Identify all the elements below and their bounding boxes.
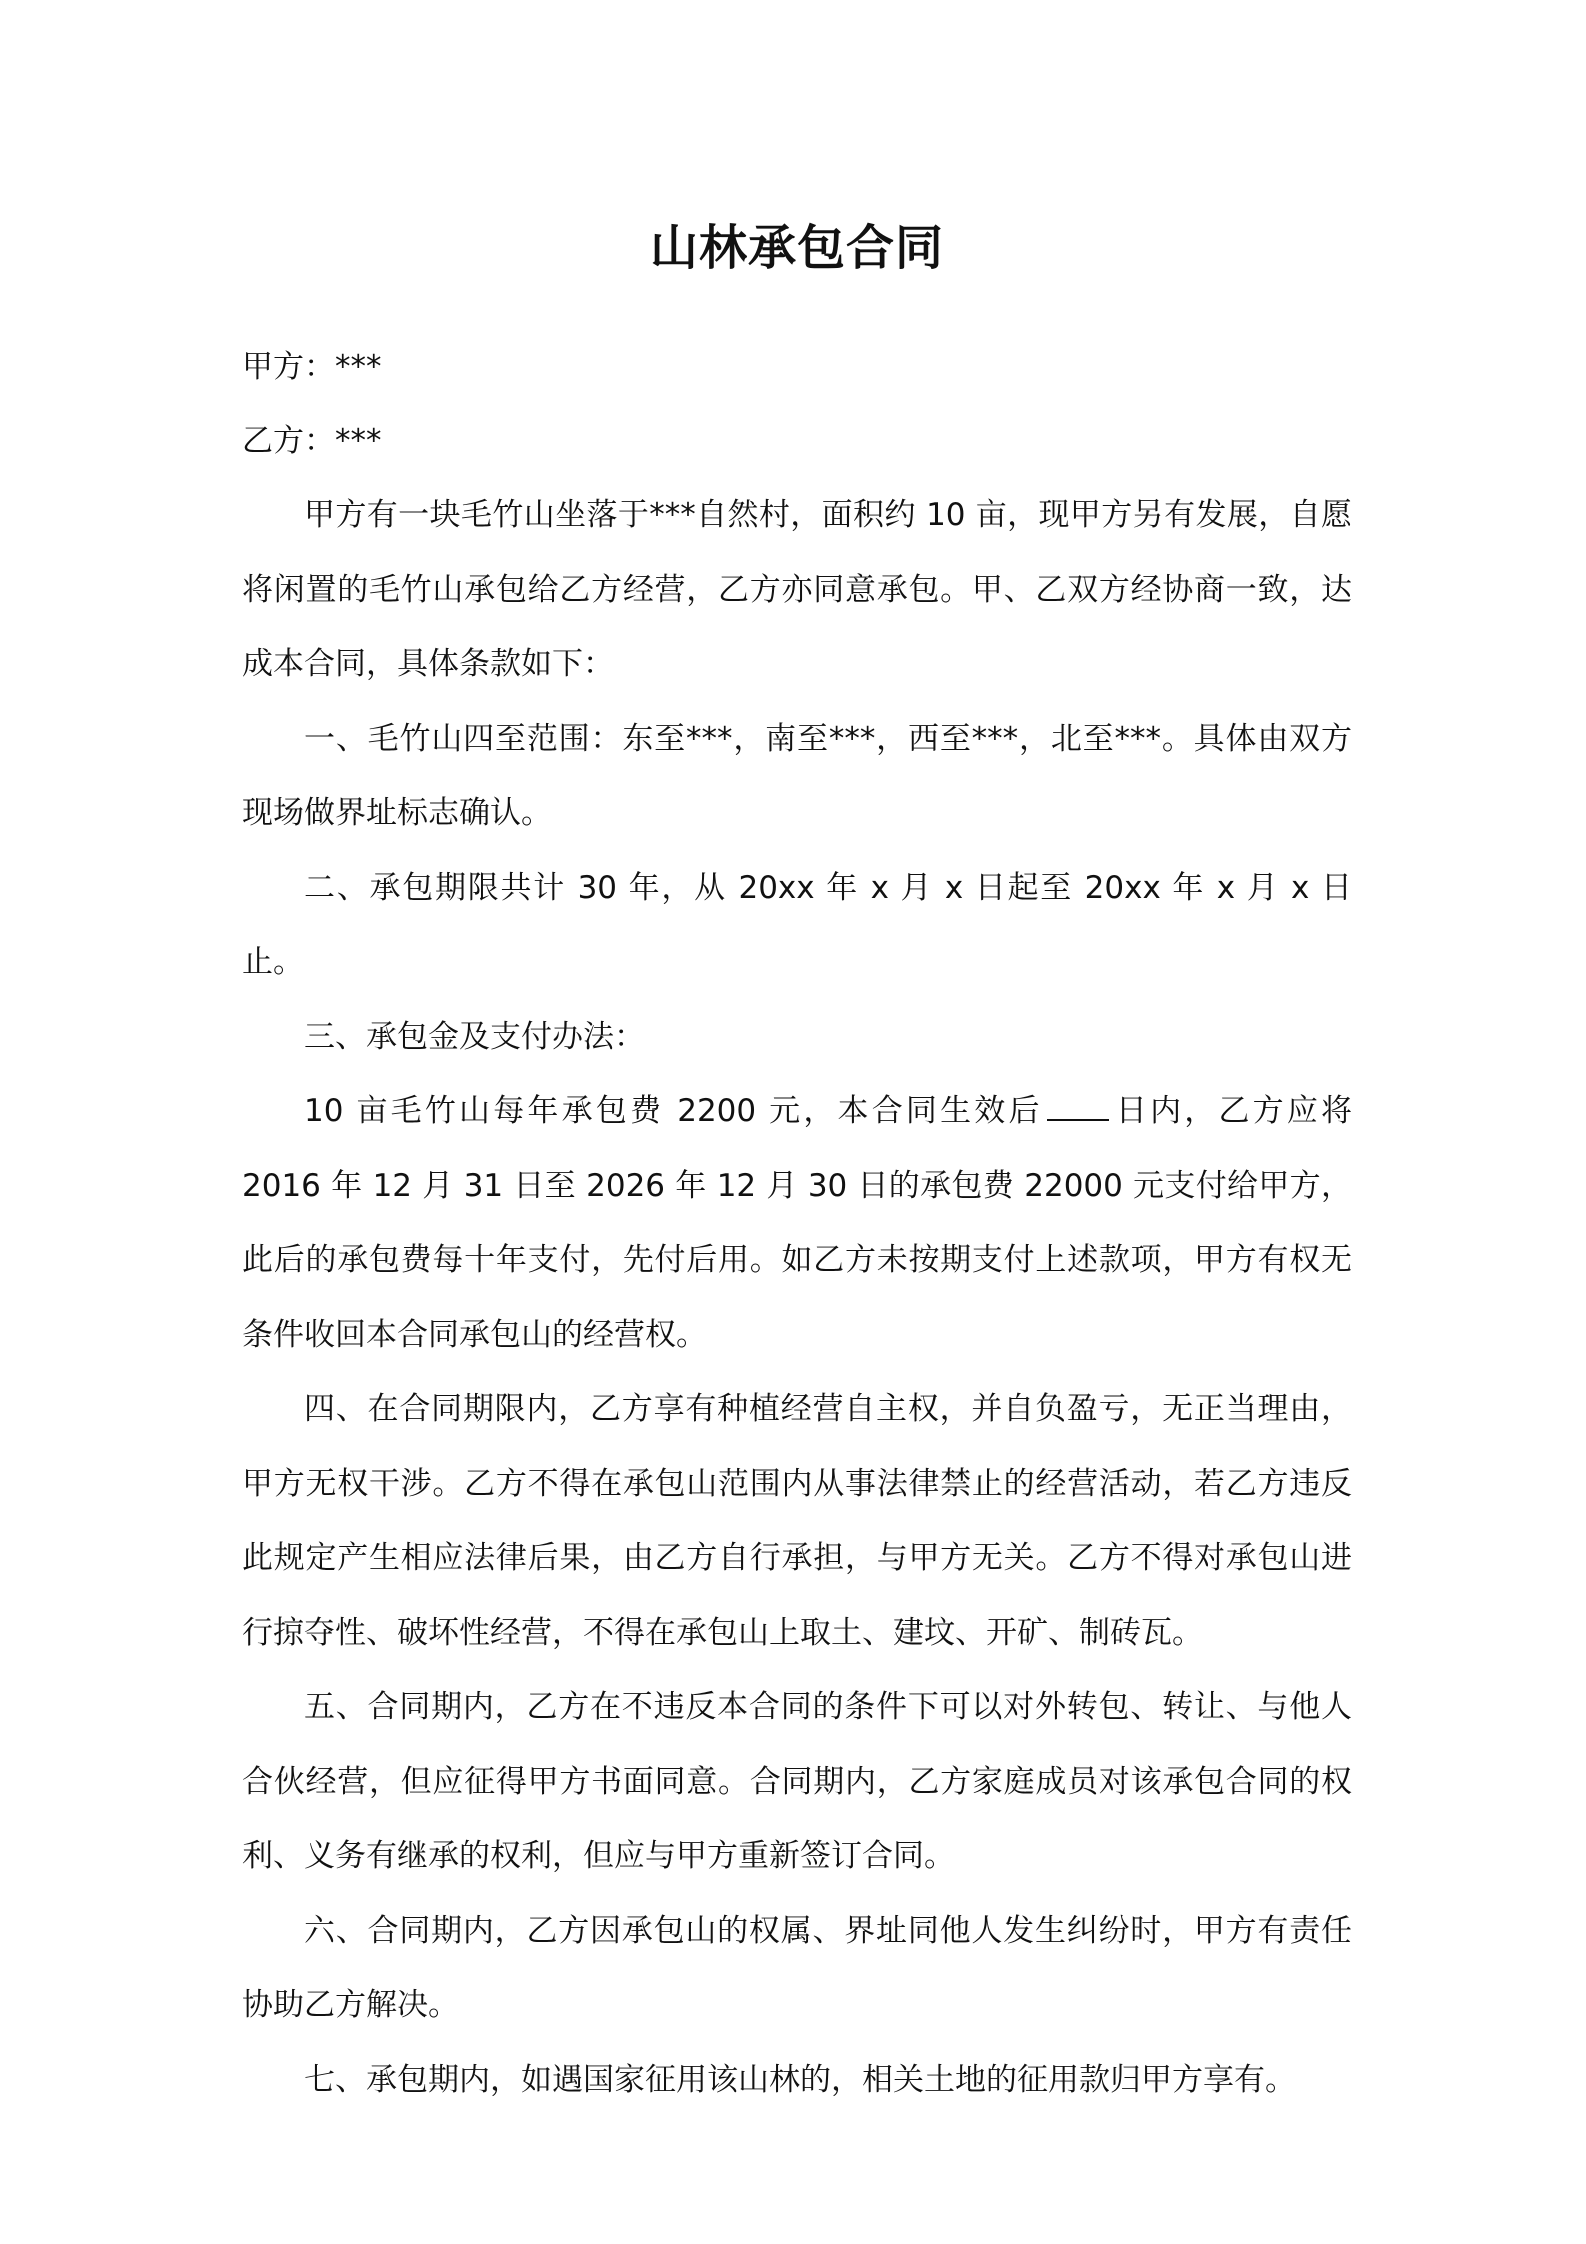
party-b-line: 乙方：*** [242, 423, 382, 459]
clause-1-boundaries: 一、毛竹山四至范围：东至***，南至***，西至***，北至***。具体由双方现场做界址标志确认。 [242, 720, 1352, 831]
clause-4-rights: 四、在合同期限内，乙方享有种植经营自主权，并自负盈亏，无正当理由，甲方无权干涉。乙方不得在承包山范围内从事法律禁止的经营活动，若乙方违反此规定产生相应法律后果，由乙方自行承担，与甲方无关。乙方不得对承包山进行掠夺性、破坏性经营，不得在承包山上取土、建坟、开矿、制砖瓦。 [242, 1391, 1352, 1651]
clause-3-text-after-blank: 日内，乙方应将 2016 年 12 月 31 日至 2026 年 12 月 30 日的承包费 22000 元支付给甲方，此后的承包费每十年支付，先付后用。如乙方未按期支付上述款项，甲方有权无条件收回本合同承包山的经营权。 [242, 1093, 1353, 1353]
document-title: 山林承包合同 [649, 220, 944, 276]
clause-2-term: 二、承包期限共计 30 年，从 20xx 年 x 月 x 日起至 20xx 年 x 月 x 日止。 [242, 869, 1352, 980]
clause-7-expropriation: 七、承包期内，如遇国家征用该山林的，相关土地的征用款归甲方享有。 [304, 2061, 1296, 2098]
fill-in-blank [1047, 1093, 1109, 1121]
preamble-paragraph: 甲方有一块毛竹山坐落于***自然村，面积约 10 亩，现甲方另有发展，自愿将闲置的毛竹山承包给乙方经营，乙方亦同意承包。甲、乙双方经协商一致，达成本合同，具体条款如下： [242, 497, 1352, 682]
clause-6-disputes: 六、合同期内，乙方因承包山的权属、界址同他人发生纠纷时，甲方有责任协助乙方解决。 [242, 1912, 1352, 2023]
clause-5-transfer: 五、合同期内，乙方在不违反本合同的条件下可以对外转包、转让、与他人合伙经营，但应征得甲方书面同意。合同期内，乙方家庭成员对该承包合同的权利、义务有继承的权利，但应与甲方重新签订合同。 [242, 1689, 1352, 1874]
clause-3-heading: 三、承包金及支付办法： [304, 1018, 645, 1055]
contract-page [242, 200, 1352, 2117]
clause-3-payment [242, 1074, 1352, 1372]
clause-3-text-before-blank: 10 亩毛竹山每年承包费 2200 元，本合同生效后 [304, 1093, 1043, 1129]
party-a-line: 甲方：*** [242, 349, 382, 385]
